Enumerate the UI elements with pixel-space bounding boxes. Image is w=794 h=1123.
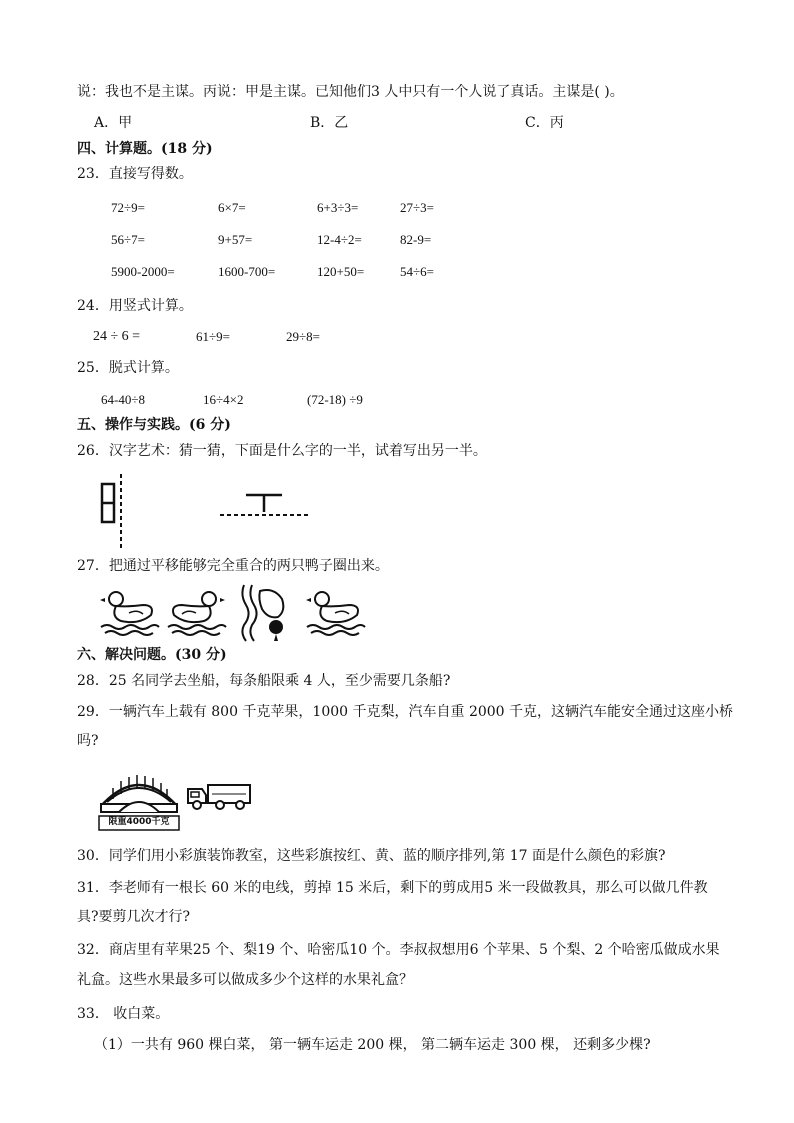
section-5-title: 五、操作与实践。(6 分) <box>77 417 231 433</box>
q33-title: 33． 收白菜。 <box>77 1006 170 1022</box>
q25-item: 64-40÷8 <box>101 392 145 407</box>
q25-item: 16÷4×2 <box>203 392 244 407</box>
duck-3 <box>238 583 300 643</box>
q32-line-2: 礼盒。这些水果最多可以做成多少个这样的水果礼盒？ <box>77 972 413 988</box>
q30-text: 30．同学们用小彩旗装饰教室，这些彩旗按红、黄、蓝的顺序排列,第 17 面是什么颜色的彩旗? <box>77 848 666 864</box>
q31-line-1: 31．李老师有一根长 60 米的电线，剪掉 15 米后，剩下的剪成用5 米一段做教具，那么可以做几件教 <box>77 880 708 896</box>
q23-item: 120+50= <box>317 264 365 279</box>
duck-4 <box>303 587 365 637</box>
q24-item: 24 ÷ 6 = <box>93 329 141 344</box>
q22-text: 说：我也不是主谋。丙说：甲是主谋。已知他们3 人中只有一个人说了真话。主谋是( )。 <box>77 84 624 100</box>
q28-text: 28．25 名同学去坐船，每条船限乘 4 人，至少需要几条船? <box>77 673 451 689</box>
q23-item: 1600-700= <box>218 264 276 279</box>
q33-sub-1: （1）一共有 960 棵白菜， 第一辆车运走 200 棵， 第二辆车运走 300 棵， 还剩多少棵? <box>94 1037 651 1053</box>
section-4-title: 四、计算题。(18 分) <box>77 141 213 157</box>
q25-title: 25．脱式计算。 <box>77 360 179 376</box>
q23-item: 6×7= <box>218 200 246 215</box>
q23-item: 6+3÷3= <box>317 200 359 215</box>
q24-item: 61÷9= <box>196 329 230 344</box>
duck-1 <box>99 587 159 637</box>
q22-option-c: C．丙 <box>525 115 564 131</box>
q23-item: 54÷6= <box>400 264 434 279</box>
q32-line-1: 32．商店里有苹果25 个、梨19 个、哈密瓜10 个。李叔叔想用6 个苹果、5 个梨、2 个哈密瓜做成水果 <box>77 942 720 958</box>
q29-line-1: 29．一辆汽车上载有 800 千克苹果，1000 千克梨，汽车自重 2000 千克，这辆汽车能安全通过这座小桥 <box>77 704 734 720</box>
q23-item: 72÷9= <box>111 200 145 215</box>
section-6-title: 六、解决问题。(30 分) <box>77 647 227 663</box>
q23-item: 12-4÷2= <box>317 232 362 247</box>
half-character-figure-2 <box>220 490 310 520</box>
half-character-figure-1 <box>96 474 136 550</box>
q27-title: 27．把通过平移能够完全重合的两只鸭子圈出来。 <box>77 558 389 574</box>
q23-item: 9+57= <box>218 232 253 247</box>
q29-line-2: 吗? <box>77 733 99 749</box>
duck-2 <box>166 587 226 637</box>
q25-item: (72-18) ÷9 <box>307 392 363 407</box>
truck-icon <box>186 781 252 811</box>
q23-item: 82-9= <box>400 232 432 247</box>
q24-item: 29÷8= <box>286 329 320 344</box>
q31-line-2: 具?要剪几次才行? <box>77 909 191 925</box>
q23-title: 23．直接写得数。 <box>77 166 193 182</box>
q23-item: 27÷3= <box>400 200 434 215</box>
bridge-weight-sign: 限重4000千克 <box>108 817 170 827</box>
q22-option-b: B．乙 <box>310 115 349 131</box>
q23-item: 56÷7= <box>111 232 145 247</box>
q26-title: 26．汉字艺术：猜一猜，下面是什么字的一半，试着写出另一半。 <box>77 443 487 459</box>
q24-title: 24．用竖式计算。 <box>77 298 193 314</box>
q23-item: 5900-2000= <box>111 264 175 279</box>
q22-option-a: A．甲 <box>94 115 133 131</box>
